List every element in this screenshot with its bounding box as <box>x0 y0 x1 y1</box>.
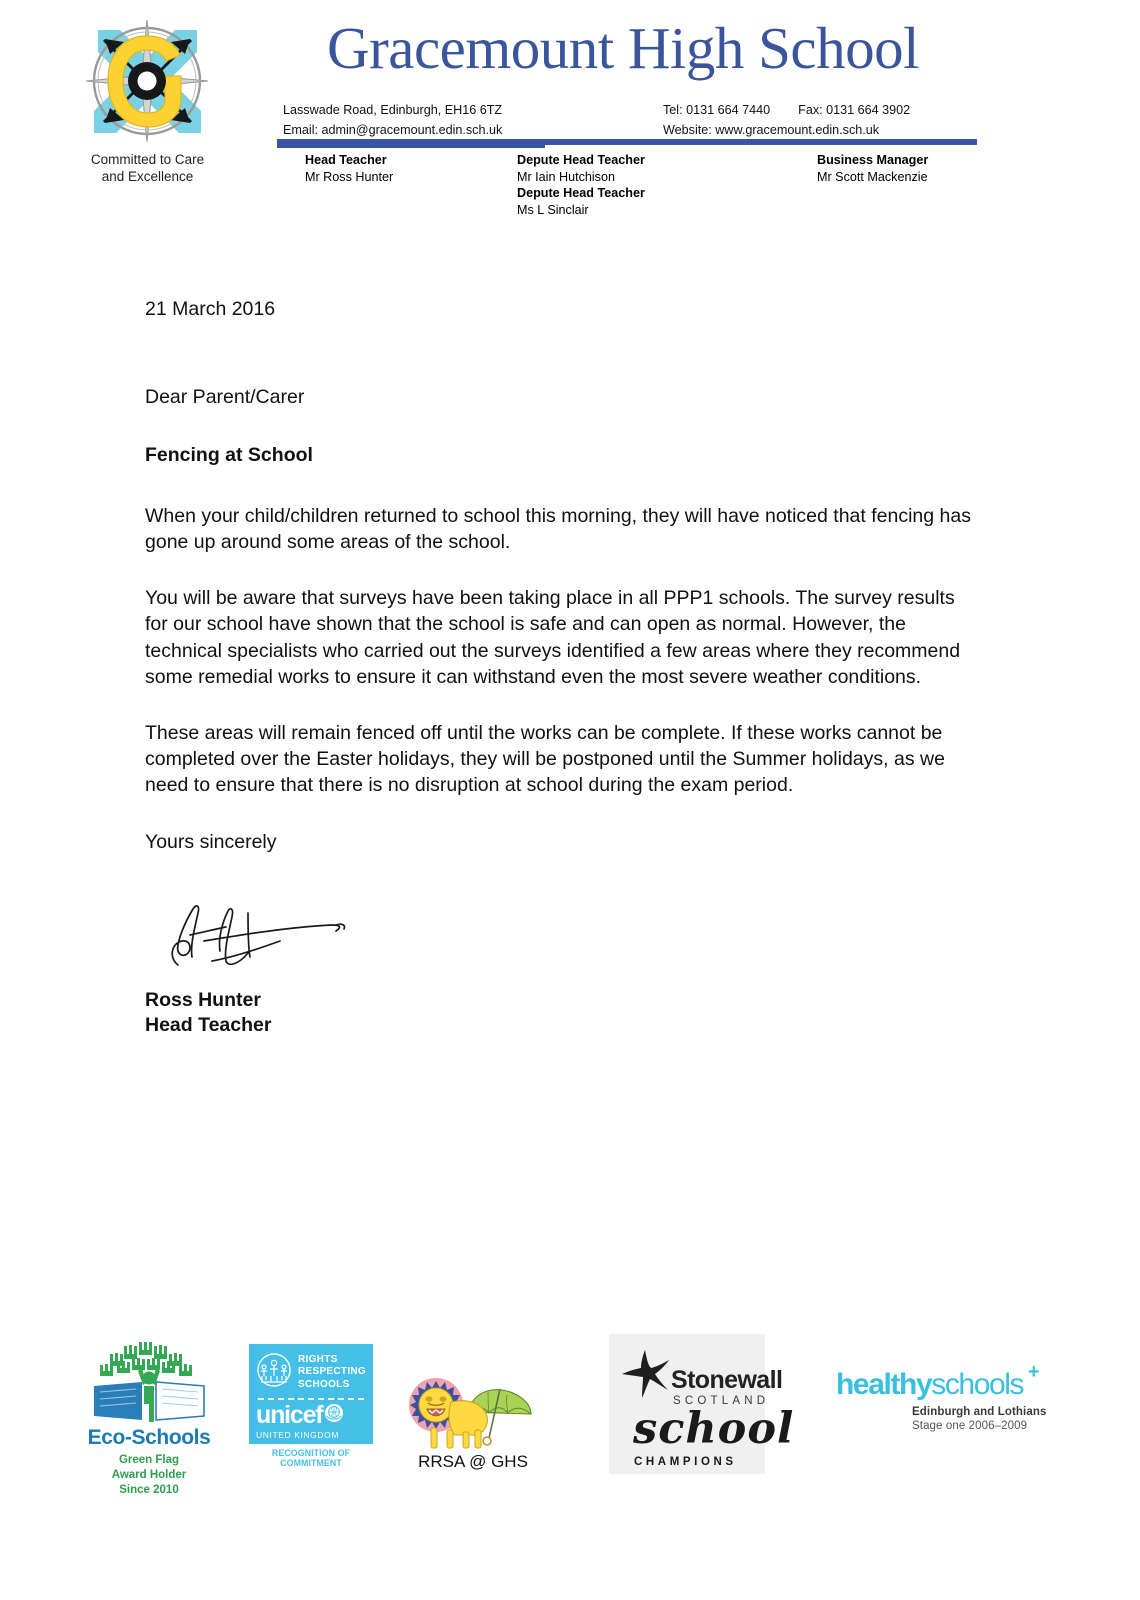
letter-paragraph-2: You will be aware that surveys have been taking place in all PPP1 schools. The survey results for our school have shown that the school is safe and can open as normal. However, the technical specialists who carried out the surveys identified a few areas where they recommend some remedial works to ensure it can withstand even the most severe weather conditions. <box>145 587 961 688</box>
unicef-wordmark-row <box>256 1403 366 1428</box>
eco-schools-wordmark: Eco-Schools <box>87 1426 211 1449</box>
rrs-line-3: SCHOOLS <box>298 1378 350 1390</box>
crest-caption-line-2: and Excellence <box>101 168 194 184</box>
dashed-divider <box>258 1398 364 1400</box>
rule-segment-2 <box>545 139 817 148</box>
crest-caption-line-1: Committed to Care <box>90 152 205 167</box>
unicef-recognition-caption: RECOGNITION OF COMMITMENT <box>271 1448 351 1468</box>
staff-directory <box>305 152 977 218</box>
contact-address-block <box>283 101 502 140</box>
header-rule-bar <box>277 139 977 148</box>
unicef-wordmark: unicef <box>256 1401 323 1429</box>
healthy-schools-stage: Stage one 2006–2009 <box>912 1420 1028 1432</box>
school-name-title: Gracemount High School <box>327 15 919 81</box>
rrsa-label: RRSA @ GHS <box>418 1452 528 1471</box>
staff-column-business-manager <box>817 152 977 218</box>
head-teacher-role: Head Teacher <box>305 153 387 167</box>
stonewall-region: SCOTLAND <box>673 1395 770 1407</box>
eco-schools-tree-book-icon <box>86 1342 212 1424</box>
contact-phone-block <box>663 101 963 140</box>
rrsa-ghs-logo <box>403 1372 543 1472</box>
letter-body <box>145 296 975 855</box>
eco-schools-sub-line-1: Green Flag <box>118 1454 180 1467</box>
letter-salutation: Dear Parent/Carer <box>145 386 305 409</box>
depute-head-b-role: Depute Head Teacher <box>517 186 645 201</box>
schools-word: schools <box>931 1368 1024 1401</box>
rule-segment-3 <box>817 139 977 148</box>
letterhead-header <box>0 0 1140 230</box>
contact-tel: Tel: 0131 664 7440 <box>663 103 771 117</box>
unicef-country: UNITED KINGDOM <box>256 1430 340 1440</box>
letter-paragraph-1: When your child/children returned to school this morning, they will have noticed that fencing has gone up around some areas of the school. <box>145 504 971 553</box>
healthy-schools-logo <box>836 1361 1066 1432</box>
rule-segment-1 <box>277 139 545 148</box>
staff-column-depute-heads <box>517 152 817 218</box>
depute-head-b-name: Ms L Sinclair <box>517 202 589 217</box>
crest-caption <box>80 152 215 186</box>
contact-fax: Fax: 0131 664 3902 <box>798 103 911 117</box>
head-teacher-name: Mr Ross Hunter <box>305 169 394 184</box>
business-manager-name: Mr Scott Mackenzie <box>817 169 928 184</box>
signer-name: Ross Hunter <box>145 989 261 1011</box>
depute-head-a-role: Depute Head Teacher <box>517 153 645 167</box>
depute-head-a-name: Mr Iain Hutchison <box>517 169 615 184</box>
rrs-text <box>298 1354 366 1391</box>
signer-title: Head Teacher <box>145 1013 272 1036</box>
footer-accreditation-logos <box>0 1330 1140 1510</box>
stonewall-wordmark: Stonewall <box>671 1366 783 1394</box>
letter-paragraph-3: These areas will remain fenced off until the works can be complete. If these works cannot be completed over the Easter holidays, they will be postponed until the Summer holidays, as we need to ensure that there is no disruption at school during the exam period. <box>145 721 945 797</box>
stonewall-star-icon <box>621 1348 671 1403</box>
contact-email: Email: admin@gracemount.edin.sch.uk <box>283 122 503 137</box>
staff-column-head-teacher <box>305 152 517 218</box>
rrsa-lion-umbrella-drawing-icon <box>403 1372 543 1450</box>
healthy-schools-wordmark <box>836 1361 1039 1401</box>
school-crest <box>80 16 220 186</box>
healthy-word: healthy <box>836 1368 932 1401</box>
stonewall-school-champions-logo <box>609 1334 795 1474</box>
gracemount-compass-crest-icon <box>80 16 215 148</box>
stonewall-champions-word: CHAMPIONS <box>634 1456 737 1468</box>
rrs-line-2: RESPECTING <box>298 1366 367 1378</box>
eco-schools-sub-line-3: Since 2010 <box>119 1483 179 1496</box>
letter-date: 21 March 2016 <box>145 298 276 320</box>
letter-closing: Yours sincerely <box>145 830 277 853</box>
eco-schools-award-text <box>86 1453 212 1497</box>
rrs-line-1: RIGHTS <box>298 1354 338 1366</box>
business-manager-role: Business Manager <box>817 153 929 167</box>
letter-subject-heading: Fencing at School <box>145 444 313 467</box>
contact-details <box>283 101 963 140</box>
children-circle-icon <box>256 1352 292 1393</box>
contact-address: Lasswade Road, Edinburgh, EH16 6TZ <box>283 103 503 117</box>
healthy-schools-region: Edinburgh and Lothians <box>912 1406 1047 1418</box>
letter-signoff <box>145 988 271 1037</box>
unicef-rrs-logo <box>249 1344 373 1468</box>
plus-icon: + <box>1027 1361 1039 1383</box>
eco-schools-sub-line-2: Award Holder <box>111 1468 187 1481</box>
contact-website: Website: www.gracemount.edin.sch.uk <box>663 122 880 137</box>
eco-schools-logo <box>86 1342 212 1497</box>
stonewall-school-word: school <box>633 1404 795 1454</box>
handwritten-signature-icon <box>160 895 460 967</box>
unicef-globe-icon <box>324 1403 344 1428</box>
unicef-rights-respecting-schools-icon <box>249 1344 373 1444</box>
